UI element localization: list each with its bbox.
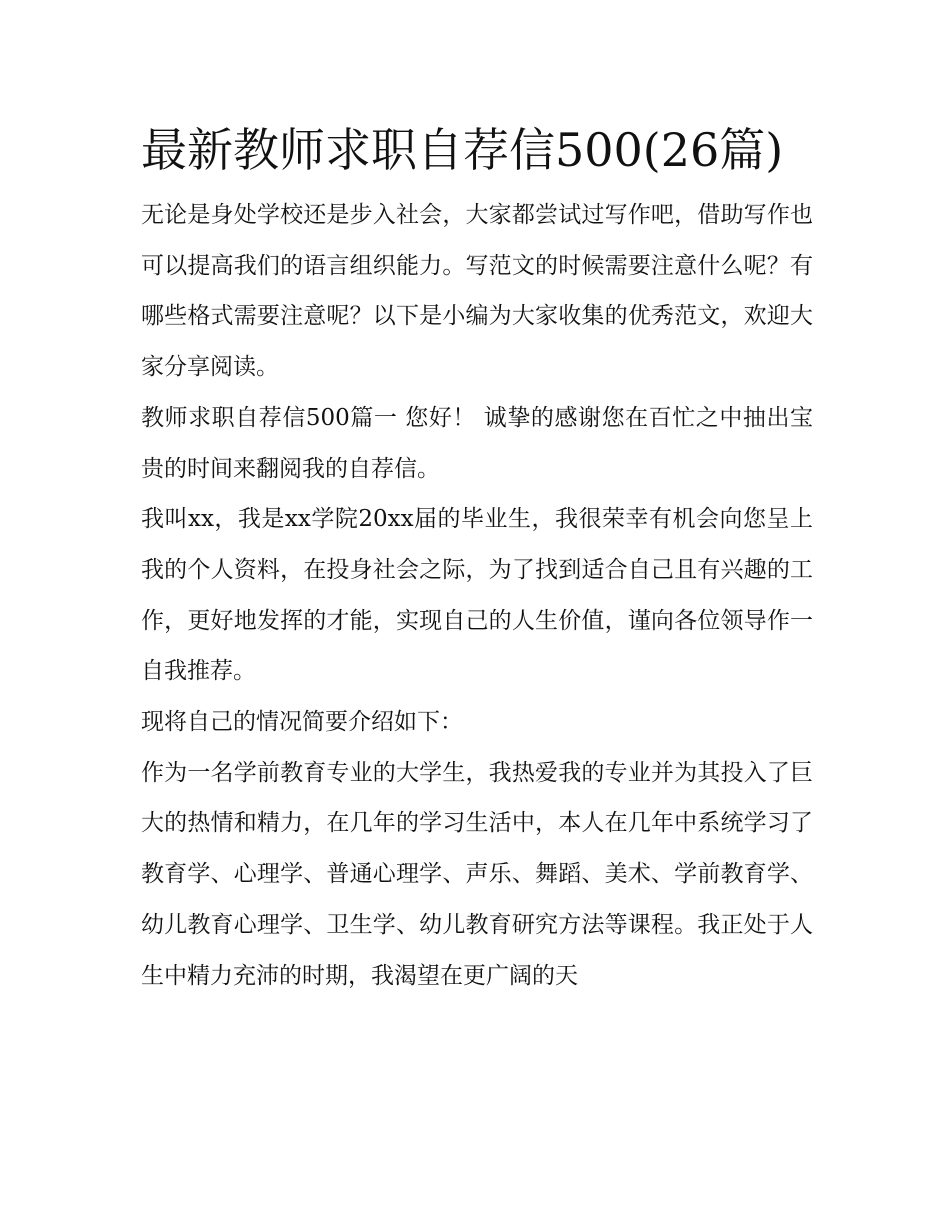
document-body [141, 112, 813, 1001]
document-title: 最新教师求职自荐信500(26篇) [141, 123, 784, 177]
paragraph: 无论是身处学校还是步入社会，大家都尝试过写作吧，借助写作也可以提高我们的语言组织能力。写范文的时候需要注意什么呢？有哪些格式需要注意呢？以下是小编为大家收集的优秀范文，欢迎大家分享阅读。 [141, 202, 813, 381]
paragraph: 教师求职自荐信500篇一 您好！ 诚挚的感谢您在百忙之中抽出宝贵的时间来翻阅我的自荐信。 [141, 404, 813, 482]
paragraph: 作为一名学前教育专业的大学生，我热爱我的专业并为其投入了巨大的热情和精力，在几年的学习生活中，本人在几年中系统学习了教育学、心理学、普通心理学、声乐、舞蹈、美术、学前教育学、幼儿教育心理学、卫生学、幼儿教育研究方法等课程。我正处于人生中精力充沛的时期，我渴望在更广阔的天 [141, 759, 813, 989]
paragraph: 现将自己的情况简要介绍如下： [141, 709, 463, 736]
paragraph: 我叫xx，我是xx学院20xx届的毕业生，我很荣幸有机会向您呈上我的个人资料，在投身社会之际，为了找到适合自己且有兴趣的工作，更好地发挥的才能，实现自己的人生价值，谨向各位领导作一自我推荐。 [141, 506, 813, 685]
